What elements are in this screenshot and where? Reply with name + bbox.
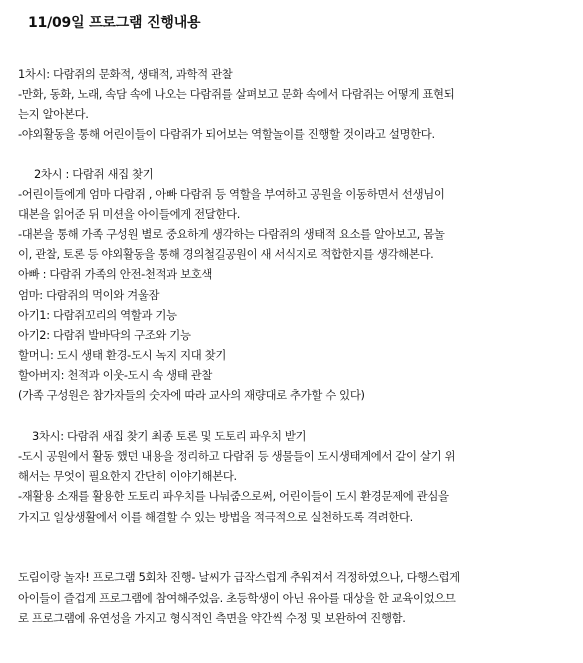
page-title: 11/09일 프로그램 진행내용 [28,15,201,31]
section2-line: -어린이들에게 엄마 다람쥐 , 아빠 다람쥐 등 역할을 부여하고 공원을 이동하면서 선생님이 [18,187,445,201]
section2-line: 이, 관찰, 토론 등 야외활동을 통해 경의철길공원이 새 서식지로 적합한지를 생각해본다. [18,247,434,261]
section2-role-line: 할아버지: 천적과 이웃-도시 속 생태 관찰 [18,368,213,382]
section2-line: -대본을 통해 가족 구성원 별로 중요하게 생각하는 다람쥐의 생태적 요소를 알아보고, 몸놀 [18,227,445,241]
section3-heading: 3차시: 다람쥐 새집 찾기 최종 토론 및 도토리 파우치 받기 [32,429,307,443]
summary-line: 아이들이 즐겁게 프로그램에 참여해주었음. 초등학생이 아닌 유아를 대상을 한 교육이었으므 [18,591,456,605]
summary-line: 도림이랑 놀자! 프로그램 5회차 진행- 날씨가 급작스럽게 추워져서 걱정하였으나, 다행스럽게 [18,570,460,584]
summary-line: 로 프로그램에 유연성을 가지고 형식적인 측면을 약간씩 수정 및 보완하여 진행함. [18,611,406,625]
section2-role-line: 아기1: 다람쥐꼬리의 역할과 기능 [18,308,177,322]
section1-line: -만화, 동화, 노래, 속담 속에 나오는 다람쥐를 살펴보고 문화 속에서 다람쥐는 어떻게 표현되 [18,87,455,101]
section3-line: -재활용 소재를 활용한 도토리 파우치를 나눠줌으로써, 어린이들이 도시 환경문제에 관심을 [18,489,449,503]
section2-line: 대본을 읽어준 뒤 미션을 아이들에게 전달한다. [18,207,241,221]
section1-line: 는지 알아본다. [18,107,89,121]
section3-line: -도시 공원에서 활동 했던 내용을 정리하고 다람쥐 등 생물들이 도시생태계에서 같이 살기 위 [18,449,456,463]
section1-line: -야외활동을 통해 어린이들이 다람쥐가 되어보는 역할놀이를 진행할 것이라고 설명한다. [18,127,435,141]
section2-role-line: 할머니: 도시 생태 환경-도시 녹지 지대 찾기 [18,348,226,362]
section2-role-line: 아빠 : 다람쥐 가족의 안전-천적과 보호색 [18,267,213,281]
section2-note: (가족 구성원은 참가자들의 숫자에 따라 교사의 재량대로 추가할 수 있다) [18,388,365,402]
section1-heading: 1차시: 다람쥐의 문화적, 생태적, 과학적 관찰 [18,67,233,81]
section2-role-line: 엄마: 다람쥐의 먹이와 겨울잠 [18,288,160,302]
section2-role-line: 아기2: 다람쥐 발바닥의 구조와 기능 [18,328,191,342]
section3-line: 해서는 무엇이 필요한지 간단히 이야기해본다. [18,469,237,483]
section3-line: 가지고 일상생활에서 이를 해결할 수 있는 방법을 적극적으로 실천하도록 격려한다. [18,510,413,524]
section2-heading: 2차시 : 다람쥐 새집 찾기 [34,167,154,181]
